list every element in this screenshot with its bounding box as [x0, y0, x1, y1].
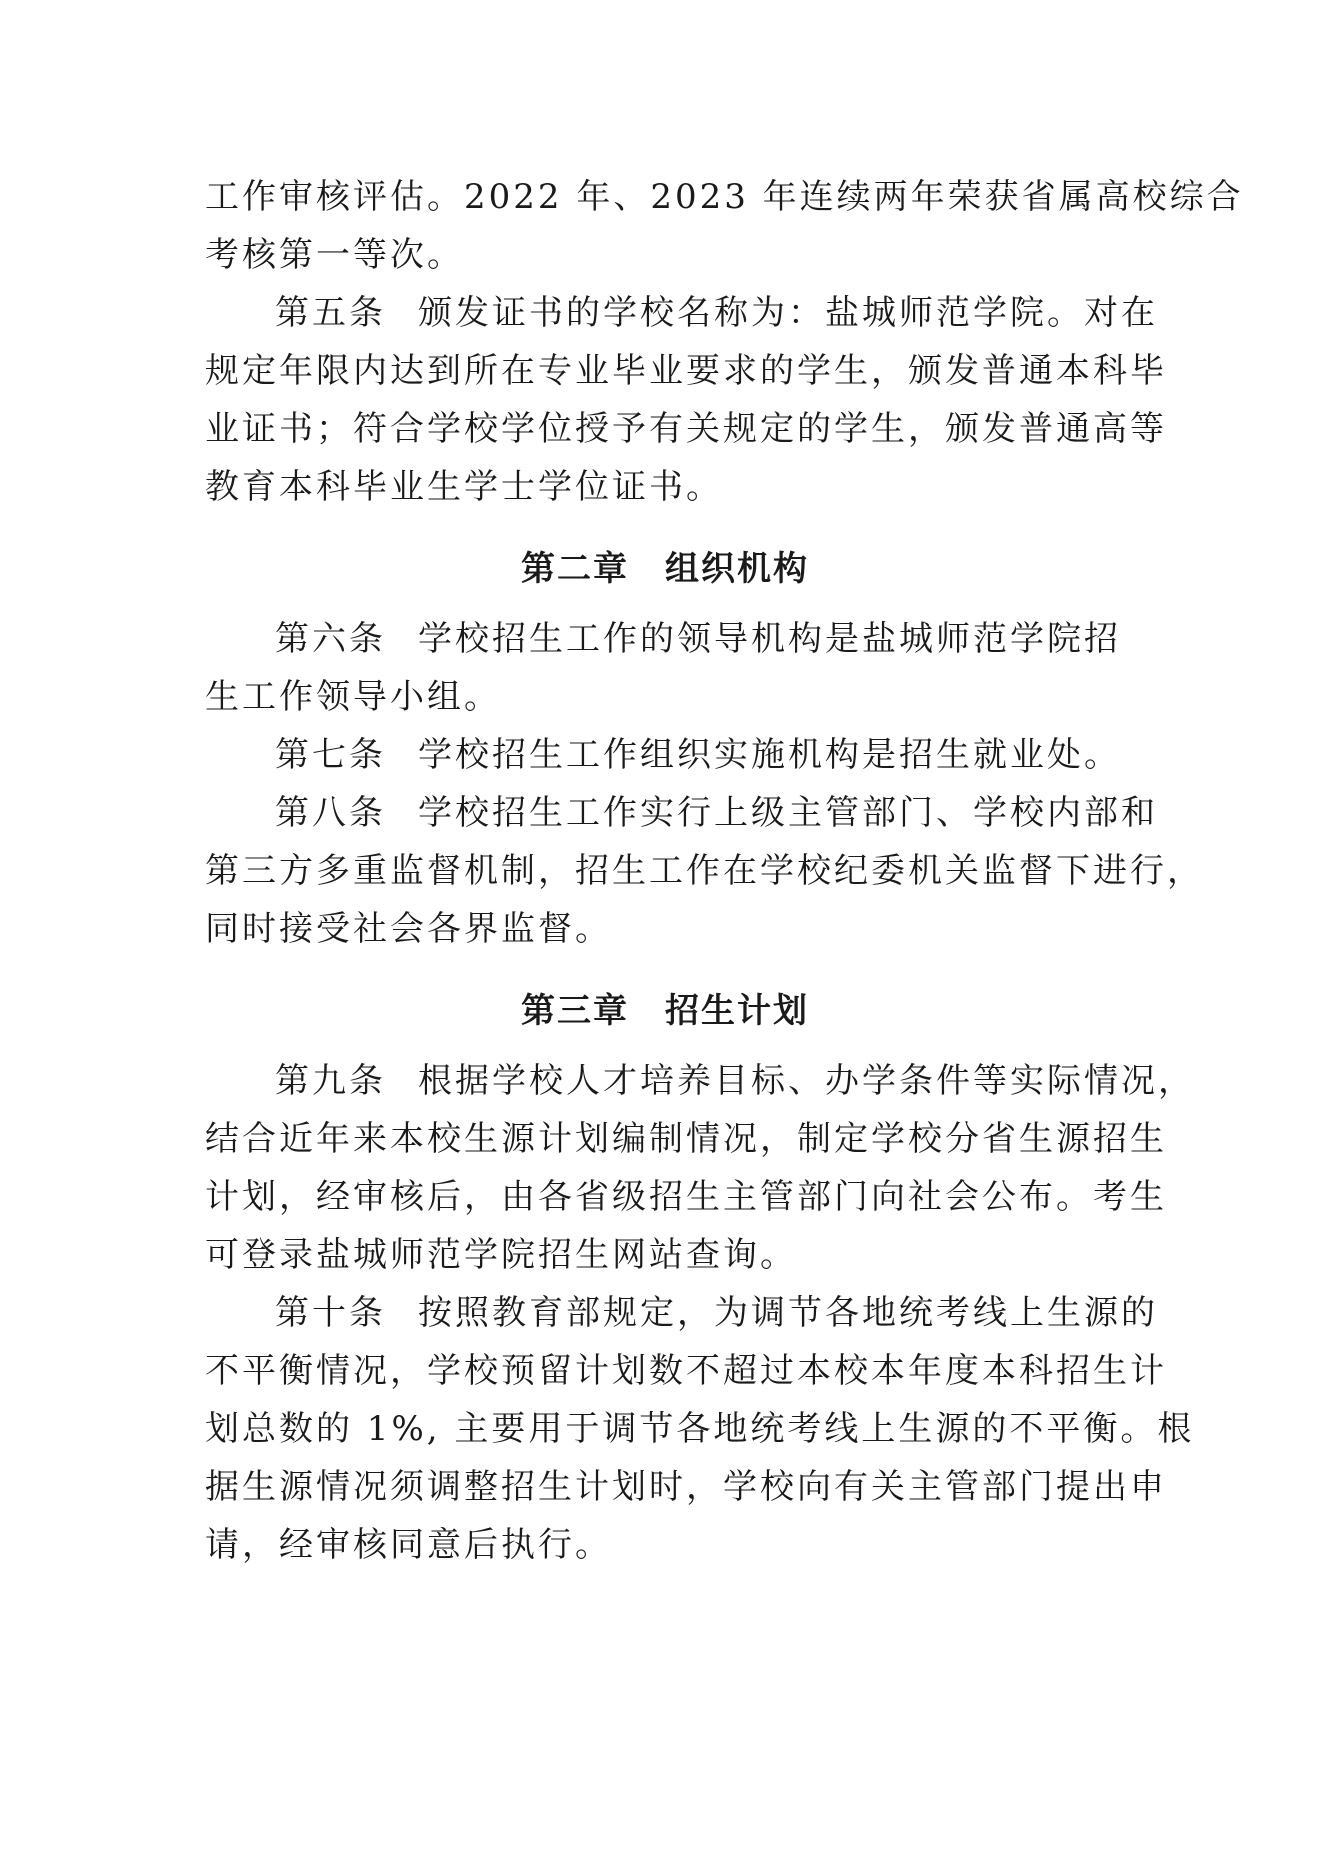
chapter-title: 组织机构 — [665, 549, 809, 589]
paragraph-line: 第三方多重监督机制，招生工作在学校纪委机关监督下进行， — [205, 851, 1204, 891]
article-8 — [205, 784, 1204, 958]
paragraph-line: 结合近年来本校生源计划编制情况，制定学校分省生源招生 — [205, 1119, 1167, 1159]
paragraph-line: 可登录盐城师范学院招生网站查询。 — [205, 1235, 797, 1275]
paragraph-line: 划总数的 1%, 主要用于调节各地统考线上生源的不平衡。根 — [205, 1409, 1195, 1449]
article-5 — [205, 284, 1167, 516]
chapter-title: 招生计划 — [665, 991, 809, 1031]
article-10 — [205, 1284, 1195, 1574]
paragraph-line: 同时接受社会各界监督。 — [205, 909, 612, 949]
paragraph-line: 学校招生工作实行上级主管部门、学校内部和 — [418, 793, 1158, 833]
article-label: 第五条 — [275, 293, 386, 333]
article-label: 第十条 — [275, 1293, 386, 1333]
paragraph-line: 计划，经审核后，由各省级招生主管部门向社会公布。考生 — [205, 1177, 1167, 1217]
paragraph-line: 教育本科毕业生学士学位证书。 — [205, 467, 723, 507]
paragraph-line: 工作审核评估。2022 年、2023 年连续两年荣获省属高校综合 — [205, 177, 1244, 217]
paragraph-line: 规定年限内达到所在专业毕业要求的学生，颁发普通本科毕 — [205, 351, 1167, 391]
paragraph-line: 按照教育部规定，为调节各地统考线上生源的 — [418, 1293, 1158, 1333]
article-label: 第六条 — [275, 619, 386, 659]
intro-paragraph — [205, 168, 1244, 284]
paragraph-line: 颁发证书的学校名称为：盐城师范学院。对在 — [418, 293, 1158, 333]
article-9 — [205, 1052, 1195, 1284]
article-6 — [205, 610, 1125, 726]
paragraph-line: 生工作领导小组。 — [205, 677, 501, 717]
paragraph-line: 学校招生工作组织实施机构是招生就业处。 — [418, 735, 1121, 775]
article-7 — [205, 726, 1125, 784]
paragraph-line: 业证书；符合学校学位授予有关规定的学生，颁发普通高等 — [205, 409, 1167, 449]
document-page — [205, 168, 1244, 1574]
paragraph-line: 学校招生工作的领导机构是盐城师范学院招 — [418, 619, 1121, 659]
paragraph-line: 根据学校人才培养目标、办学条件等实际情况， — [418, 1061, 1195, 1101]
article-label: 第九条 — [275, 1061, 386, 1101]
paragraph-line: 请，经审核同意后执行。 — [205, 1525, 612, 1565]
paragraph-line: 考核第一等次。 — [205, 235, 464, 275]
article-label: 第七条 — [275, 735, 386, 775]
chapter-heading — [205, 982, 1125, 1040]
article-label: 第八条 — [275, 793, 386, 833]
paragraph-line: 不平衡情况，学校预留计划数不超过本校本年度本科招生计 — [205, 1351, 1167, 1391]
paragraph-line: 据生源情况须调整招生计划时，学校向有关主管部门提出申 — [205, 1467, 1167, 1507]
chapter-number: 第三章 — [521, 991, 629, 1031]
chapter-number: 第二章 — [521, 549, 629, 589]
chapter-heading — [205, 540, 1125, 598]
